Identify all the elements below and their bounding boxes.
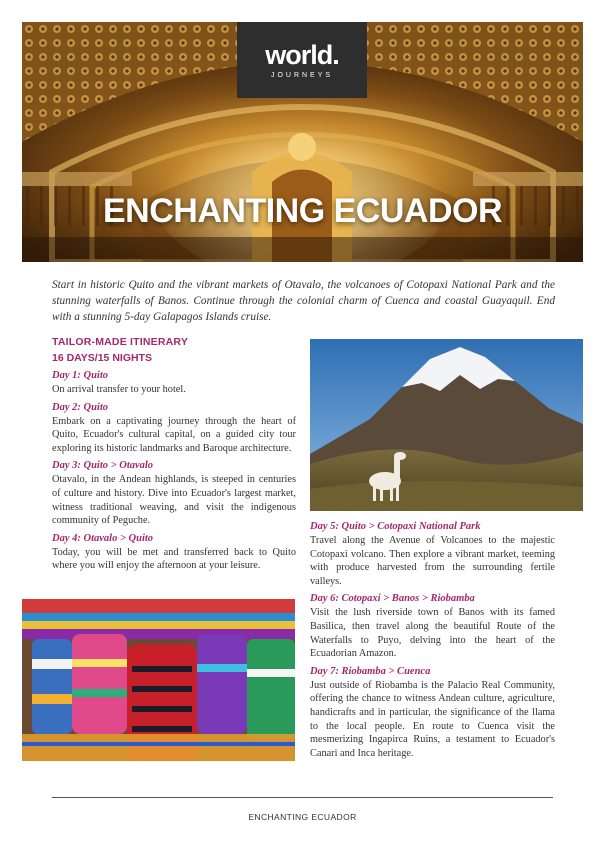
logo-sub-text: JOURNEYS: [270, 71, 334, 79]
day-title: Day 2: Quito: [52, 401, 108, 413]
day-description: Otavalo, in the Andean highlands, is steeped in centuries of culture and history. Dive into Ecuador's largest market, witness traditional weaving, and visit the indigenous community of Peguche.: [52, 474, 296, 527]
itinerary-right-column: [310, 519, 555, 763]
cotopaxi-volcano-photo: [310, 339, 583, 511]
woven-bags-illustration: [22, 599, 295, 761]
itinerary-heading: TAILOR-MADE ITINERARY: [52, 336, 189, 348]
logo-main-text: world.: [265, 39, 339, 70]
day-1: [52, 368, 296, 397]
day-6: [310, 591, 555, 660]
footer-divider: [52, 797, 553, 798]
world-journeys-logo[interactable]: [237, 22, 367, 98]
day-description: Today, you will be met and transferred back to Quito where you will enjoy the afternoon at your leisure.: [52, 546, 296, 572]
day-title: Day 1: Quito: [52, 370, 108, 381]
day-7: [310, 664, 555, 761]
day-description: Just outside of Riobamba is the Palacio Real Community, offering the chance to witness Andean culture, agriculture, handicrafts and in particular, the significance of the llama to the local people. En route to Cuenca visit the mesmerizing Ingapirca Ruins, a testament to Ecuador's Canari and Inca heritage.: [310, 679, 555, 759]
day-description: Travel along the Avenue of Volcanoes to the majestic Cotopaxi volcano. Then explore a vibrant market, teeming with produce harvested from the surrounding fertile valleys.: [310, 535, 555, 587]
day-title: Day 5: Quito > Cotopaxi National Park: [310, 521, 481, 532]
volcano-llama-illustration: [310, 339, 583, 511]
itinerary-left-column: [52, 335, 296, 576]
day-2: [52, 400, 296, 456]
day-description: On arrival transfer to your hotel.: [52, 384, 186, 395]
itinerary-duration: 16 DAYS/15 NIGHTS: [52, 352, 152, 364]
day-title: Day 6: Cotopaxi > Banos > Riobamba: [310, 593, 475, 605]
day-3: [52, 458, 296, 527]
day-5: [310, 519, 555, 588]
intro-paragraph: Start in historic Quito and the vibrant markets of Otavalo, the volcanoes of Cotopaxi National Park and the stunning waterfalls of Banos. Continue through the colonial charm of Cuenca and coastal Guayaquil. End with a stunning 5-day Galapagos Islands cruise.: [52, 279, 555, 323]
day-description: Visit the lush riverside town of Banos with its famed Basilica, then travel along the beautiful Route of the Waterfalls to Puyo, delving into the heart of the Ecuadorian Amazon.: [310, 607, 555, 660]
day-title: Day 4: Otavalo > Quito: [52, 532, 154, 544]
footer-title: ENCHANTING ECUADOR: [248, 812, 357, 822]
otavalo-market-bags-photo: [22, 599, 295, 761]
day-title: Day 3: Quito > Otavalo: [52, 460, 154, 472]
day-description: Embark on a captivating journey through the heart of Quito, Ecuador's cultural capital, on a guided city tour exploring its historic landmarks and Baroque architecture.: [52, 415, 296, 454]
day-4: [52, 531, 296, 573]
page-title: ENCHANTING ECUADOR: [103, 192, 502, 230]
day-title: Day 7: Riobamba > Cuenca: [310, 665, 431, 677]
